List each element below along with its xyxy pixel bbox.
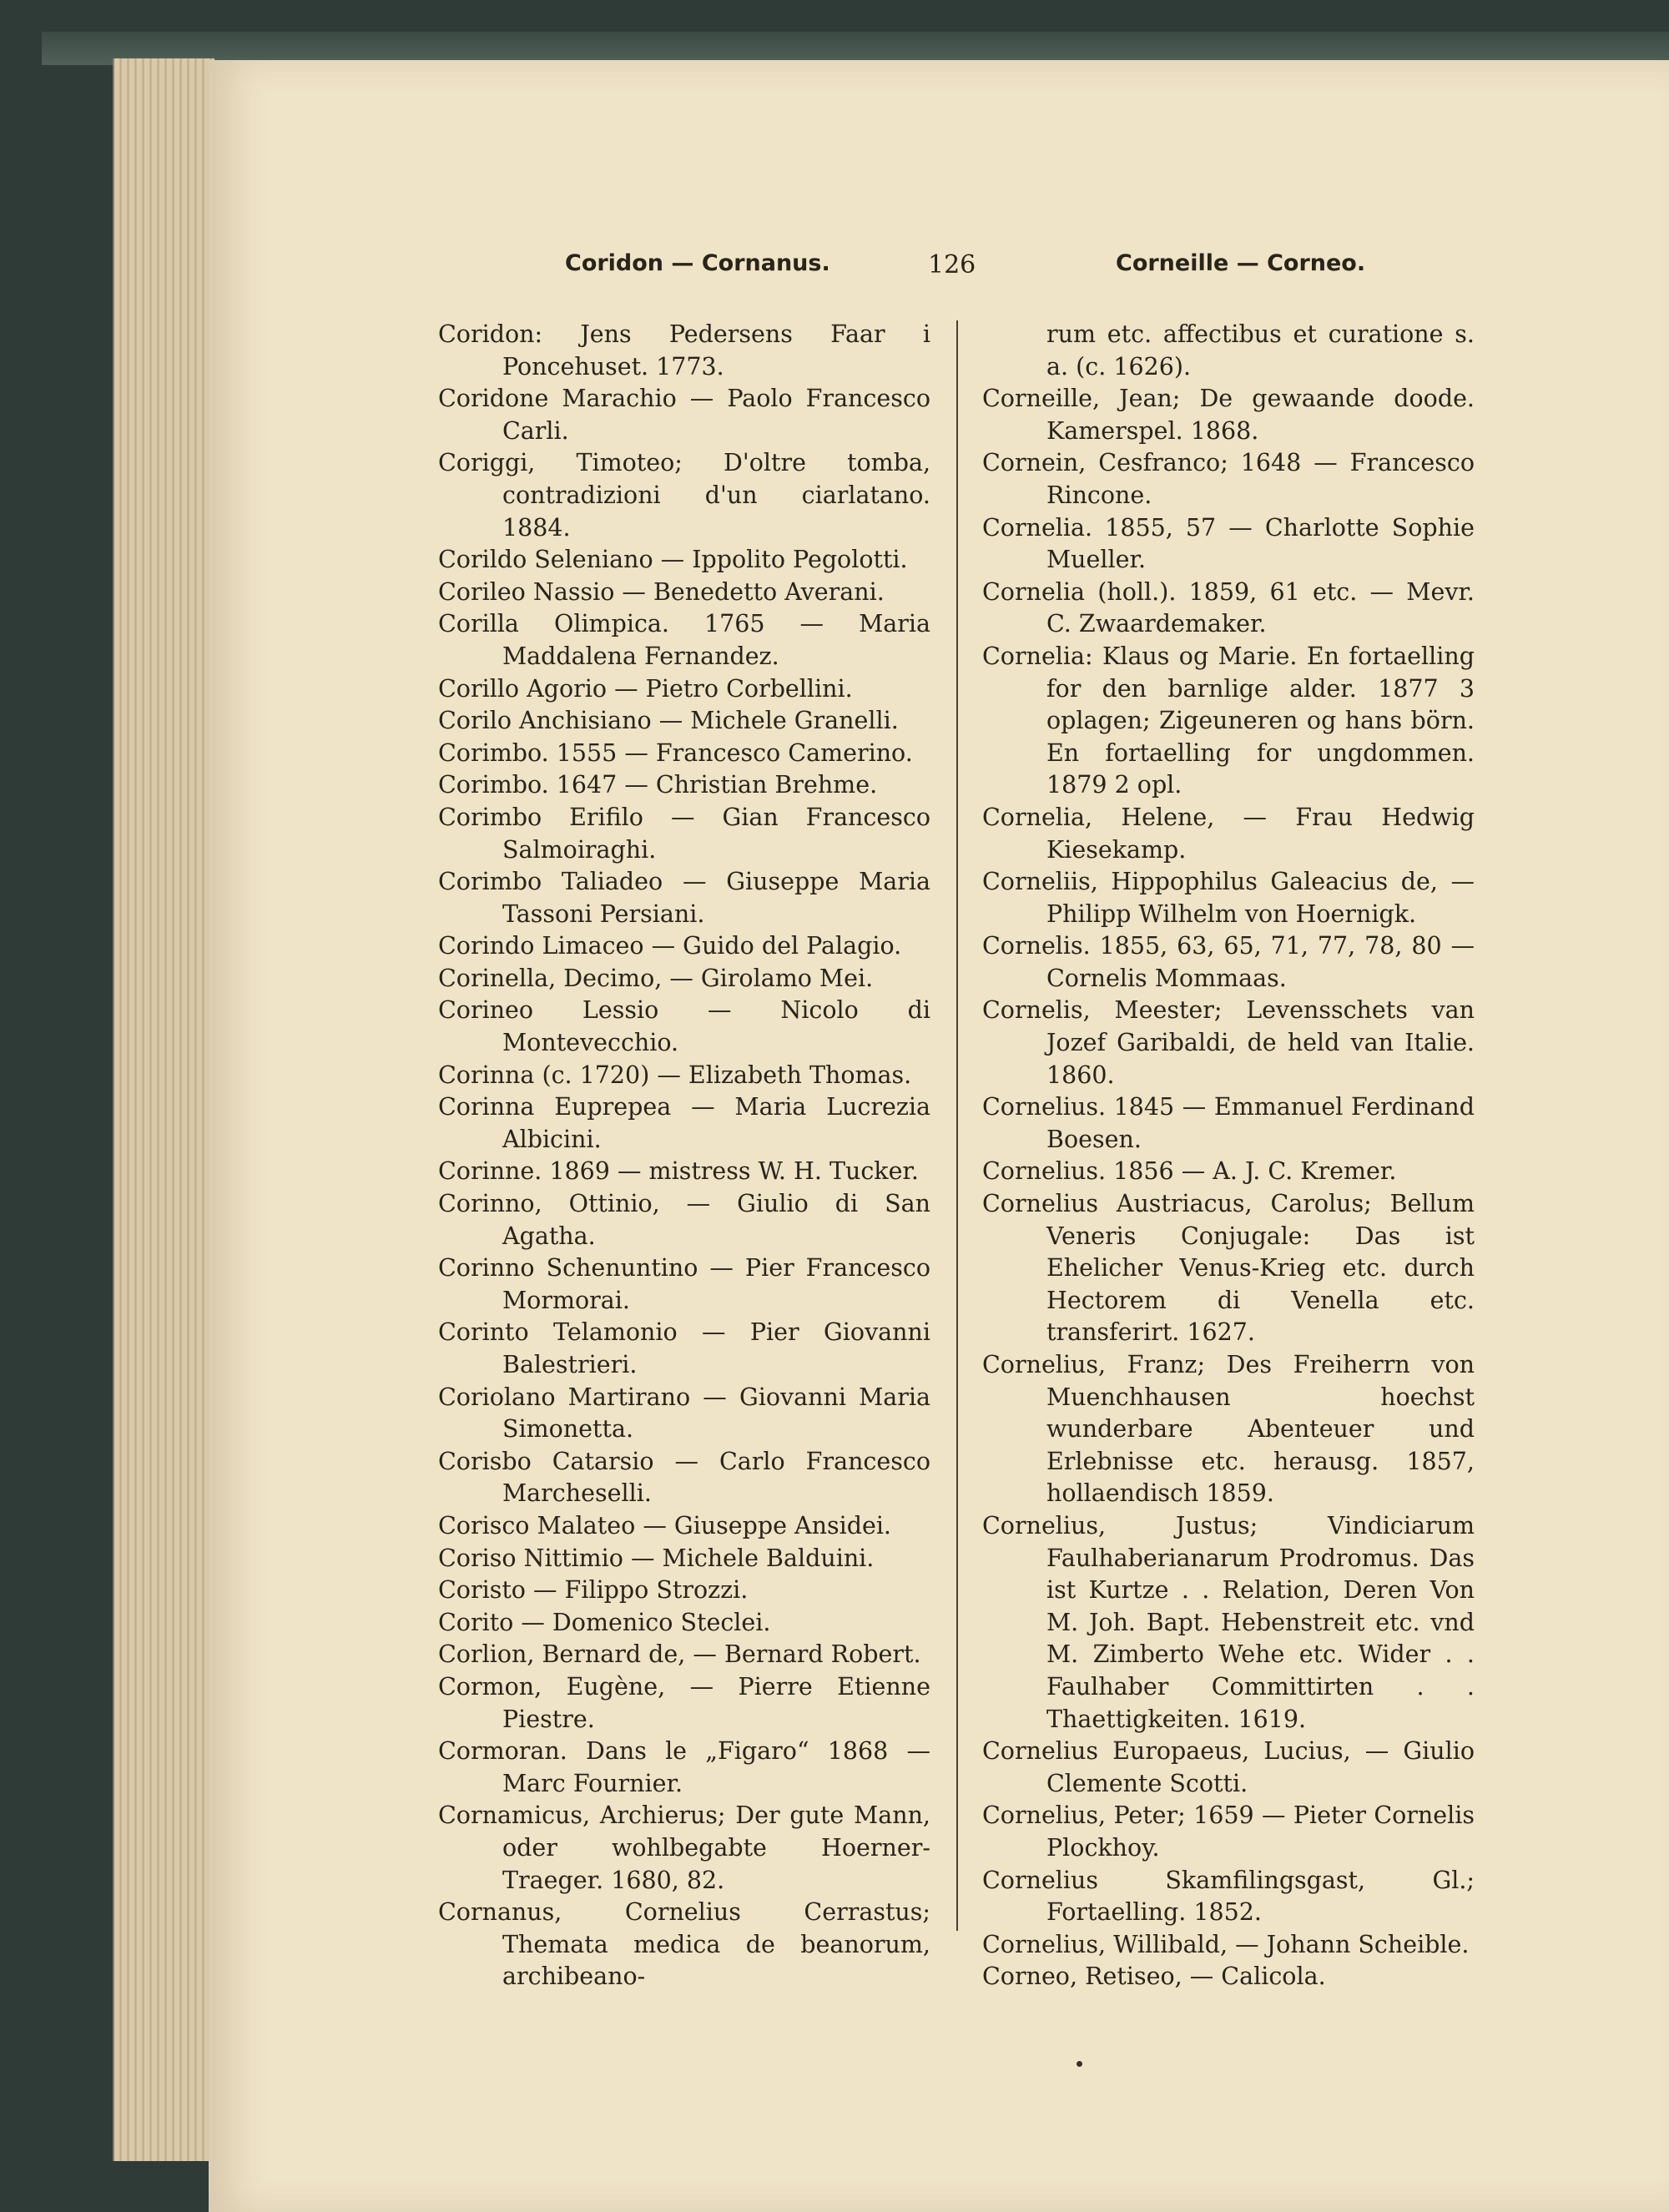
entry: Corimbo Taliadeo — Giuseppe Maria Tassoni Persiani. (438, 868, 930, 928)
entry: Corileo Nassio — Benedetto Averani. (438, 577, 885, 606)
page-number: 126 (928, 250, 976, 280)
entry: Corinna Euprepea — Maria Lucrezia Albicini. (438, 1093, 930, 1153)
entry: Corindo Limaceo — Guido del Palagio. (438, 932, 902, 960)
entry: Coridon: Jens Pedersens Faar i Poncehuset. 1773. (438, 320, 930, 380)
entry: Cornamicus, Archierus; Der gute Mann, oder wohlbegabte Hoerner-Traeger. 1680, 82. (438, 1801, 930, 1894)
left-column (438, 319, 930, 1993)
entry: Corimbo. 1647 — Christian Brehme. (438, 771, 878, 799)
entry: Corineo Lessio — Nicolo di Montevecchio. (438, 996, 930, 1057)
ink-speck (1077, 2061, 1082, 2067)
entry: Corneo, Retiseo, — Calicola. (982, 1963, 1326, 1991)
entry: Coriso Nittimio — Michele Balduini. (438, 1544, 875, 1572)
entry: Cornelia, Helene, — Frau Hedwig Kiesekamp. (982, 803, 1475, 864)
entry: Cornelis, Meester; Levensschets van Jozef Garibaldi, de held van Italie. 1860. (982, 996, 1475, 1089)
entry: Corimbo Erifilo — Gian Francesco Salmoiraghi. (438, 803, 930, 864)
page-edges (113, 58, 214, 2161)
entry: Cornelius. 1845 — Emmanuel Ferdinand Boesen. (982, 1093, 1475, 1153)
running-head-right: Corneille — Corneo. (1116, 250, 1366, 276)
entry: Corisco Malateo — Giuseppe Ansidei. (438, 1511, 891, 1539)
entry: Cornelia. 1855, 57 — Charlotte Sophie Mueller. (982, 513, 1475, 574)
right-column (982, 319, 1475, 1993)
entry: Corinno Schenuntino — Pier Francesco Mormorai. (438, 1254, 930, 1314)
entry: Coristo — Filippo Strozzi. (438, 1576, 749, 1605)
entry: Coriggi, Timoteo; D'oltre tomba, contradizioni d'un ciarlatano. 1884. (438, 449, 930, 542)
entry: Cornanus, Cornelius Cerrastus; Themata medica de beanorum, archibeano- (438, 1898, 930, 1991)
entry: Coriolano Martirano — Giovanni Maria Simonetta. (438, 1383, 930, 1444)
entry: Corilla Olimpica. 1765 — Maria Maddalena Fernandez. (438, 610, 930, 670)
entry: Cormon, Eugène, — Pierre Etienne Piestre. (438, 1672, 930, 1733)
entry: Cornelius, Franz; Des Freiherrn von Muenchhausen hoechst wunderbare Abenteuer und Erlebnisse etc. herausg. 1857, hollaendisch 1859. (982, 1351, 1475, 1508)
entry: Cornelius Skamfilingsgast, Gl.; Fortaelling. 1852. (982, 1866, 1475, 1927)
entry: Corinto Telamonio — Pier Giovanni Balestrieri. (438, 1318, 930, 1378)
entry: Cornein, Cesfranco; 1648 — Francesco Rincone. (982, 449, 1475, 509)
entry: Cornelius, Peter; 1659 — Pieter Cornelis Plockhoy. (982, 1801, 1475, 1862)
entry: Corisbo Catarsio — Carlo Francesco Marcheselli. (438, 1447, 930, 1508)
entry: Cornelis. 1855, 63, 65, 71, 77, 78, 80 — Cornelis Mommaas. (982, 932, 1475, 992)
entry: Cornelius Austriacus, Carolus; Bellum Veneris Conjugale: Das ist Ehelicher Venus-Krieg etc. durch Hectorem di Venella etc. transferirt. 1627. (982, 1190, 1475, 1347)
entry: Cornelius. 1856 — A. J. C. Kremer. (982, 1157, 1397, 1186)
entry: Corimbo. 1555 — Francesco Camerino. (438, 738, 913, 767)
entry: Corillo Agorio — Pietro Corbellini. (438, 674, 853, 703)
running-head-left: Coridon — Cornanus. (565, 250, 830, 276)
entry: Cornelia: Klaus og Marie. En fortaelling for den barnlige alder. 1877 3 oplagen; Zigeuneren og hans börn. En fortaelling for ungdommen. 1879 2 opl. (982, 642, 1475, 799)
entry: Corneille, Jean; De gewaande doode. Kamerspel. 1868. (982, 385, 1475, 445)
continued-entry: rum etc. affectibus et curatione s. a. (c. 1626). (1046, 320, 1475, 380)
entry: Corinella, Decimo, — Girolamo Mei. (438, 964, 874, 992)
entry: Corneliis, Hippophilus Galeacius de, — Philipp Wilhelm von Hoernigk. (982, 868, 1475, 928)
column-divider (956, 320, 958, 1931)
entry: Corlion, Bernard de, — Bernard Robert. (438, 1640, 921, 1669)
entry: Corinno, Ottinio, — Giulio di San Agatha. (438, 1190, 930, 1250)
entry: Corinne. 1869 — mistress W. H. Tucker. (438, 1157, 919, 1186)
entry: Cormoran. Dans le „Figaro“ 1868 — Marc Fournier. (438, 1737, 930, 1797)
entry: Corito — Domenico Steclei. (438, 1608, 771, 1636)
entry: Corinna (c. 1720) — Elizabeth Thomas. (438, 1061, 912, 1089)
entry: Cornelia (holl.). 1859, 61 etc. — Mevr. C. Zwaardemaker. (982, 577, 1475, 638)
entry: Coridone Marachio — Paolo Francesco Carli. (438, 385, 930, 445)
entry: Cornelius Europaeus, Lucius, — Giulio Clemente Scotti. (982, 1737, 1475, 1797)
entry: Cornelius, Willibald, — Johann Scheible. (982, 1930, 1470, 1958)
entry: Corildo Seleniano — Ippolito Pegolotti. (438, 546, 908, 574)
entry: Corilo Anchisiano — Michele Granelli. (438, 707, 899, 735)
entry: Cornelius, Justus; Vindiciarum Faulhaberianarum Prodromus. Das ist Kurtze . . Relation, Deren Von M. Joh. Bapt. Hebenstreit etc. vnd M. Zimberto Wehe etc. Wider . . Faulhaber Committirten . . Thaettigkeiten. 1619. (982, 1511, 1475, 1733)
